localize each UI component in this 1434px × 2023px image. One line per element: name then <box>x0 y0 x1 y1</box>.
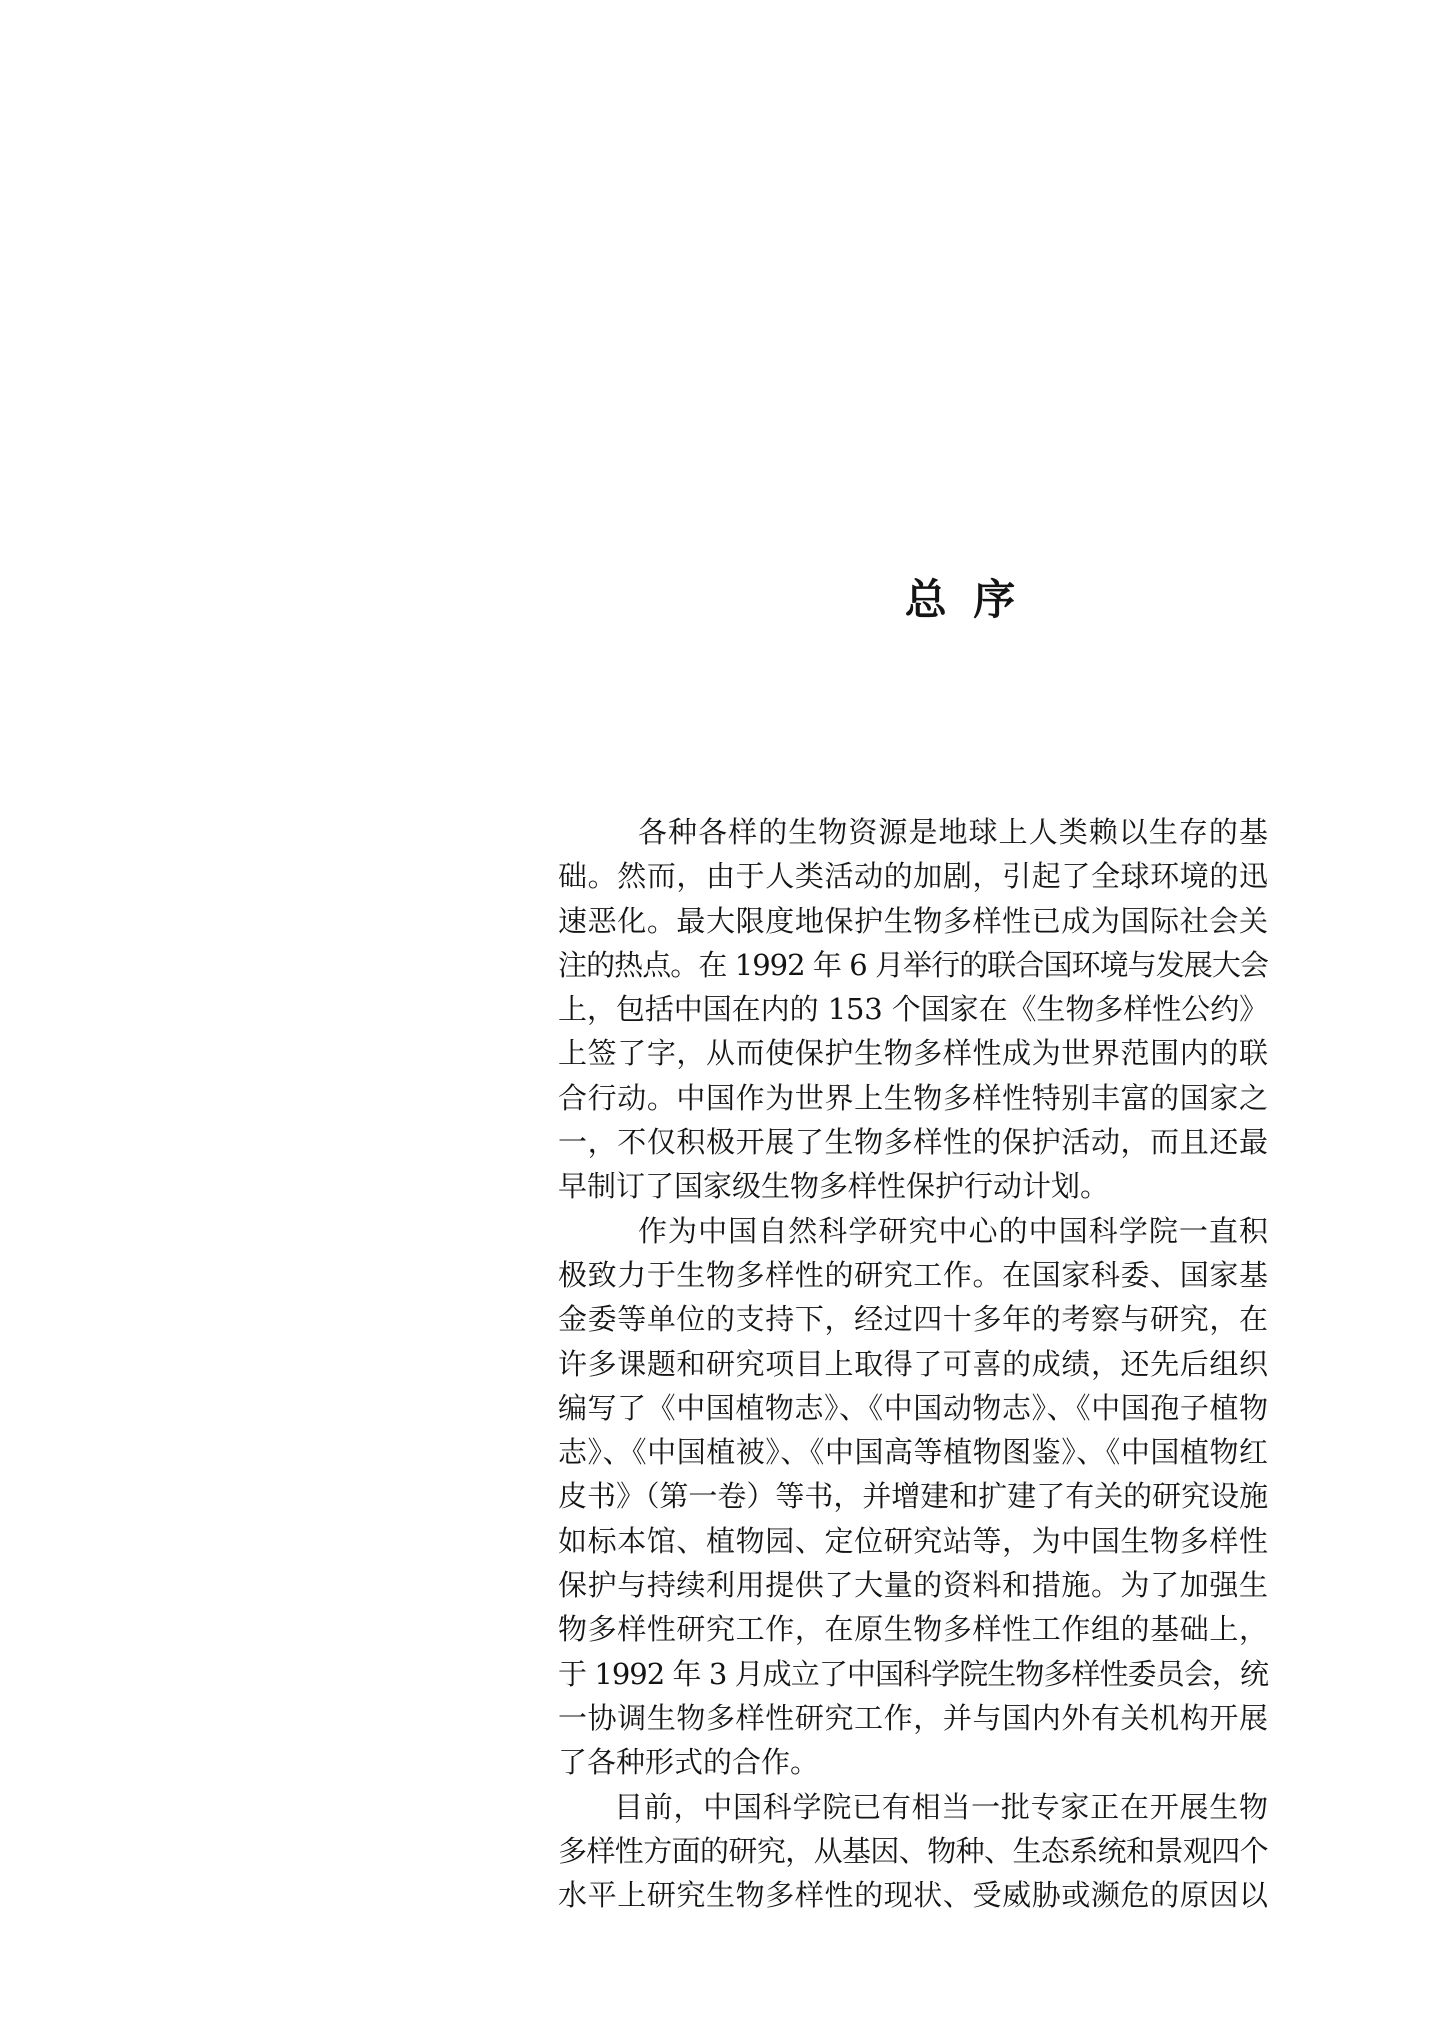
text-line: 目前，中国科学院已有相当一批专家正在开展生物 <box>614 1789 1268 1824</box>
text-line: 许多课题和研究项目上取得了可喜的成绩，还先后组织 <box>558 1346 1268 1381</box>
text-line: 保护与持续利用提供了大量的资料和措施。为了加强生 <box>558 1568 1268 1603</box>
text-line: 早制订了国家级生物多样性保护行动计划。 <box>558 1169 1110 1204</box>
paragraph <box>558 1209 1268 1785</box>
text-line: 如标本馆、植物园、定位研究站等，为中国生物多样性 <box>558 1523 1268 1558</box>
text-line: 了各种形式的合作。 <box>558 1745 820 1780</box>
text-line: 水平上研究生物多样性的现状、受威胁或濒危的原因以 <box>558 1878 1268 1913</box>
page-title: 总 序 <box>904 575 1022 624</box>
text-line: 金委等单位的支持下，经过四十多年的考察与研究，在 <box>558 1302 1268 1337</box>
text-line: 一协调生物多样性研究工作，并与国内外有关机构开展 <box>558 1700 1268 1735</box>
text-line: 础。然而，由于人类活动的加剧，引起了全球环境的迅 <box>558 859 1268 894</box>
paragraph <box>558 810 1268 1209</box>
text-line: 速恶化。最大限度地保护生物多样性已成为国际社会关 <box>558 903 1268 938</box>
text-line: 物多样性研究工作，在原生物多样性工作组的基础上， <box>558 1612 1268 1647</box>
text-line: 于 1992 年 3 月成立了中国科学院生物多样性委员会，统 <box>558 1656 1268 1691</box>
body-text <box>558 810 1268 1917</box>
text-line: 一，不仅积极开展了生物多样性的保护活动，而且还最 <box>558 1125 1268 1160</box>
text-line: 皮书》（第一卷）等书，并增建和扩建了有关的研究设施 <box>558 1479 1268 1514</box>
text-line: 各种各样的生物资源是地球上人类赖以生存的基 <box>638 815 1268 849</box>
paragraph <box>558 1785 1268 1918</box>
text-line: 多样性方面的研究，从基因、物种、生态系统和景观四个 <box>558 1833 1268 1868</box>
text-line: 合行动。中国作为世界上生物多样性特别丰富的国家之 <box>558 1080 1268 1115</box>
text-line: 极致力于生物多样性的研究工作。在国家科委、国家基 <box>558 1257 1268 1292</box>
text-line: 注的热点。在 1992 年 6 月举行的联合国环境与发展大会 <box>558 947 1268 982</box>
text-line: 编写了《中国植物志》、《中国动物志》、《中国孢子植物 <box>558 1390 1268 1425</box>
text-line: 上签了字，从而使保护生物多样性成为世界范围内的联 <box>558 1036 1268 1071</box>
text-line: 作为中国自然科学研究中心的中国科学院一直积 <box>638 1213 1268 1248</box>
text-line: 上，包括中国在内的 153 个国家在《生物多样性公约》 <box>558 992 1268 1027</box>
text-line: 志》、《中国植被》、《中国高等植物图鉴》、《中国植物红 <box>558 1435 1268 1470</box>
